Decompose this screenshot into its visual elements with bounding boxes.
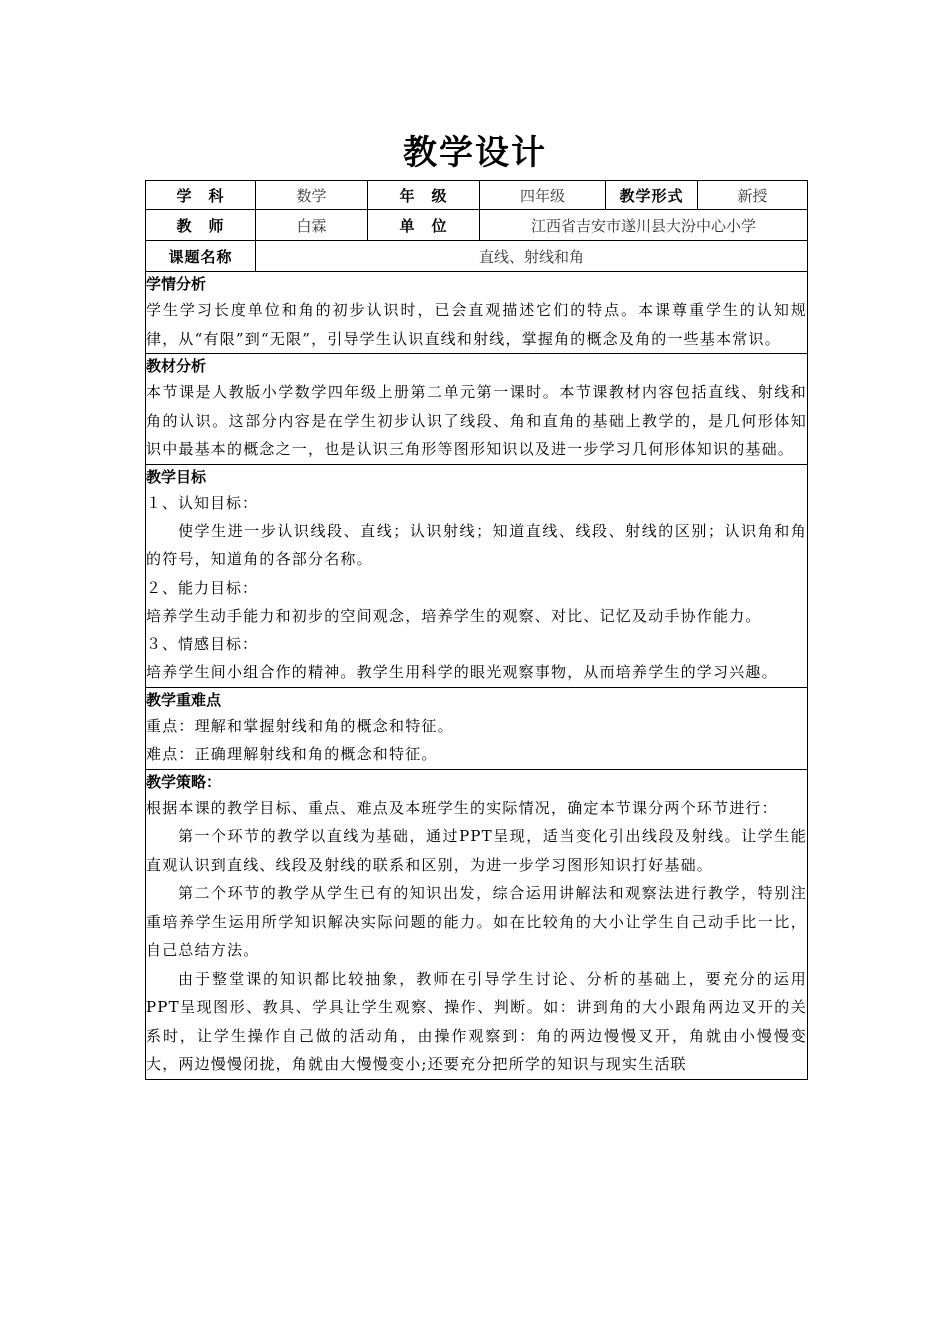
section-textbook-analysis xyxy=(146,354,808,465)
goal-heading: ３、情感目标： xyxy=(146,635,259,653)
section-text: 学生学习长度单位和角的初步认识时，已会直观描述它们的特点。本课尊重学生的认知规律，从“有限”到“无限”，引导学生认识直线和射线，掌握角的概念及角的一些基本常识。 xyxy=(146,301,807,348)
grade-value: 四年级 xyxy=(480,181,606,210)
strategy-paragraph: 由于整堂课的知识都比较抽象，教师在引导学生讨论、分析的基础上，要充分的运用PPT呈现图形、教具、学具让学生观察、操作、判断。如：讲到角的大小跟角两边叉开的关系时，让学生操作自己做的活动角，由操作观察到：角的两边慢慢叉开，角就由小慢慢变大，两边慢慢闭拢，角就由大慢慢变小;还要充分把所学的知识与现实生活联 xyxy=(146,969,807,1073)
topic-value: 直线、射线和角 xyxy=(256,241,808,272)
strategy-paragraph: 第一个环节的教学以直线为基础，通过PPT呈现，适当变化引出线段及射线。让学生能直观认识到直线、线段及射线的联系和区别，为进一步学习图形知识打好基础。 xyxy=(146,827,807,874)
section-title: 教学重难点 xyxy=(146,690,222,709)
section-title: 教学目标 xyxy=(146,467,207,486)
info-row-3 xyxy=(146,241,808,272)
strategy-paragraph: 根据本课的教学目标、重点、难点及本班学生的实际情况，确定本节课分两个环节进行： xyxy=(146,798,778,817)
goal-heading: ２、能力目标： xyxy=(146,578,259,597)
unit-value: 江西省吉安市遂川县大汾中心小学 xyxy=(480,210,808,241)
goal-text: 培养学生动手能力和初步的空间观念，培养学生的观察、对比、记忆及动手协作能力。 xyxy=(146,606,762,625)
subject-value: 数学 xyxy=(256,181,368,210)
goal-text: 使学生进一步认识线段、直线；认识射线；知道直线、线段、射线的区别；认识角和角的符号，知道角的各部分名称。 xyxy=(146,521,807,568)
form-value: 新授 xyxy=(698,181,808,210)
lesson-plan-table xyxy=(145,180,808,1080)
key-point-text: 重点：理解和掌握射线和角的概念和特征。 xyxy=(146,716,454,735)
topic-label: 课题名称 xyxy=(146,241,256,272)
section-student-analysis xyxy=(146,272,808,354)
section-key-points xyxy=(146,687,808,769)
unit-label: 单 位 xyxy=(368,210,480,241)
form-label: 教学形式 xyxy=(606,181,698,210)
info-row-2 xyxy=(146,210,808,241)
goal-heading: １、认知目标： xyxy=(146,493,259,512)
section-title: 教材分析 xyxy=(146,357,207,375)
grade-label: 年 级 xyxy=(368,181,480,210)
difficult-point-text: 难点：正确理解射线和角的概念和特征。 xyxy=(146,745,438,763)
teacher-label: 教 师 xyxy=(146,210,256,241)
subject-label: 学 科 xyxy=(146,181,256,210)
section-title: 教学策略： xyxy=(146,772,222,791)
strategy-paragraph: 第二个环节的教学从学生已有的知识出发，综合运用讲解法和观察法进行教学，特别注重培养学生运用所学知识解决实际问题的能力。如在比较角的大小让学生自己动手比一比，自己总结方法。 xyxy=(146,884,807,959)
document-title: 教学设计 xyxy=(403,133,547,173)
section-text: 本节课是人教版小学数学四年级上册第二单元第一课时。本节课教材内容包括直线、射线和角的认识。这部分内容是在学生初步认识了线段、角和直角的基础上教学的，是几何形体知识中最基本的概念之一，也是认识三角形等图形知识以及进一步学习几何形体知识的基础。 xyxy=(146,383,807,458)
info-row-1 xyxy=(146,181,808,210)
teacher-value: 白霖 xyxy=(256,210,368,241)
section-title: 学情分析 xyxy=(146,275,207,293)
section-teaching-goals xyxy=(146,464,808,687)
section-teaching-strategy xyxy=(146,769,808,1079)
goal-text: 培养学生间小组合作的精神。教学生用科学的眼光观察事物，从而培养学生的学习兴趣。 xyxy=(146,663,778,681)
